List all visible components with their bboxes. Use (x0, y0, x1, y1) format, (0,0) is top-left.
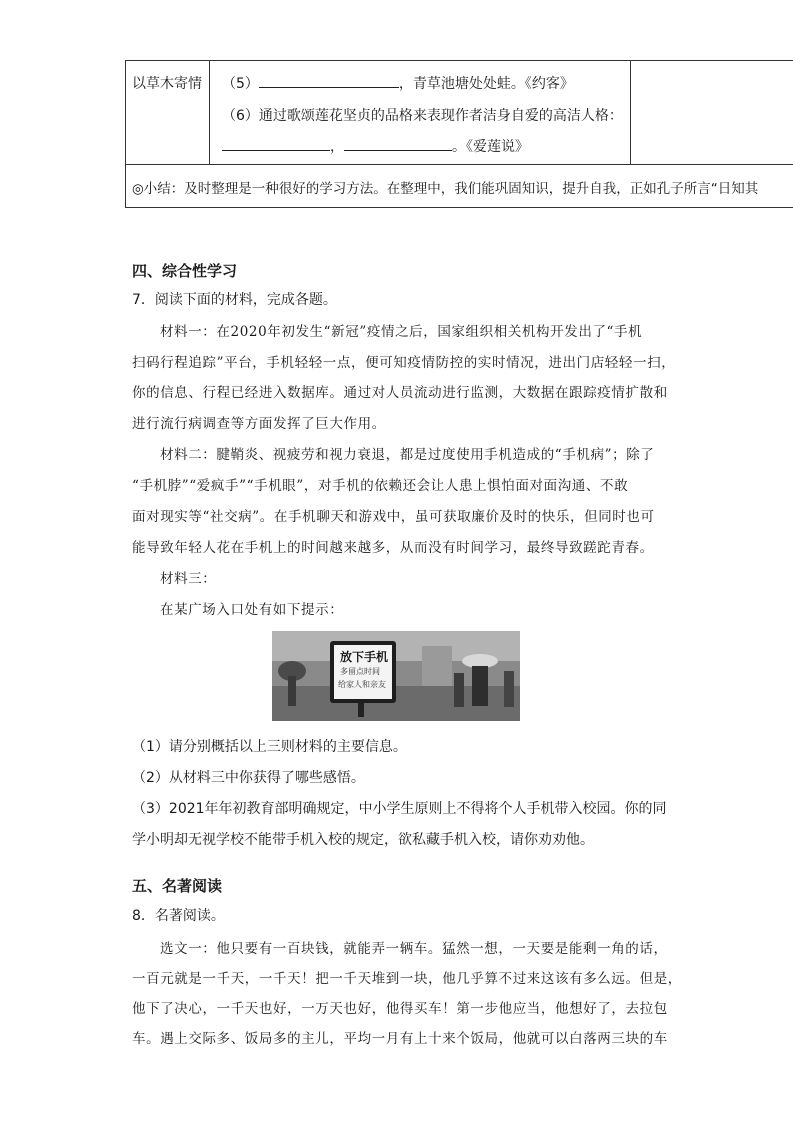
table-summary: ◎小结：及时整理是一种很好的学习方法。在整理中，我们能巩固知识，提升自我，正如孔子所言“日知其 (132, 181, 759, 197)
material-3-text: 在某广场入口处有如下提示： (160, 602, 344, 618)
material-2-line: 能导致年轻人花在手机上的时间越来越多，从而没有时间学习，最终导致蹉跎青春。 (132, 540, 654, 556)
material-2-line: 材料二：腱鞘炎、视疲劳和视力衰退，都是过度使用手机造成的“手机病”；除了 (160, 447, 655, 463)
passage-line: 车。遇上交际多、饭局多的主儿，平均一月有上十来个饭局，他就可以白落两三块的车 (132, 1031, 668, 1047)
table-row-label: 以草木寄情 (132, 76, 202, 92)
material-1-line: 进行流行病调查等方面发挥了巨大作用。 (132, 416, 386, 432)
sub-question-2: （2）从材料三中你获得了哪些感悟。 (132, 770, 365, 786)
table-col-divider-2 (630, 60, 631, 164)
sub-question-1: （1）请分别概括以上三则材料的主要信息。 (132, 739, 407, 755)
table-col-divider-1 (209, 60, 210, 164)
section-4-title: 四、综合性学习 (132, 262, 238, 280)
material-1-line: 扫码行程追踪”平台，手机轻轻一点，便可知疫情防控的实时情况，进出门店轻轻一扫， (132, 355, 676, 371)
photo-illustration (272, 631, 520, 721)
table-row-divider (125, 164, 793, 165)
sub-question-3-cont: 学小明却无视学校不能带手机入校的规定，欲私藏手机入校，请你劝劝他。 (132, 832, 594, 848)
question-8: 8．名著阅读。 (132, 908, 225, 924)
sign-line-3: 给家人和亲友 (338, 680, 386, 689)
answer-blank-5[interactable] (259, 73, 399, 88)
material-1-line: 材料一：在2020年初发生“新冠”疫情之后，国家组织相关机构开发出了“手机 (160, 324, 643, 340)
sign-line-2: 多留点时间 (340, 667, 380, 676)
passage-line: 选文一：他只要有一百块钱，就能弄一辆车。猛然一想，一天要是能剩一角的话， (160, 941, 668, 957)
passage-line: 他下了决心，一千天也好，一万天也好，他得买车！第一步他应当，他想好了，去拉包 (132, 1001, 668, 1017)
table-item-5: （5） ，青草池塘处处蛙。《约客》 (222, 73, 574, 93)
answer-blank-6a[interactable] (222, 136, 330, 151)
sub-question-3: （3）2021年年初教育部明确规定，中小学生原则上不得将个人手机带入校园。你的同 (132, 801, 667, 817)
answer-blank-6b[interactable] (344, 136, 452, 151)
square-sign-photo (272, 631, 520, 721)
material-1-line: 你的信息、行程已经进入数据库。通过对人员流动进行监测，大数据在跟踪疫情扩散和 (132, 385, 668, 401)
table-item-6: （6）通过歌颂莲花坚贞的品格来表现作者洁身自爱的高洁人格： (222, 108, 623, 124)
passage-line: 一百元就是一千天，一千天！把一千天堆到一块，他几乎算不过来这该有多么远。但是， (132, 971, 682, 987)
material-2-line: “手机脖”“爱疯手”“手机眼”，对手机的依赖还会让人患上惧怕面对面沟通、不敢 (132, 478, 629, 494)
question-7: 7．阅读下面的材料，完成各题。 (132, 292, 337, 308)
table-item-6-blanks: ， 。《爱莲说》 (222, 136, 529, 156)
material-3-title: 材料三： (160, 571, 217, 587)
section-5-title: 五、名著阅读 (132, 877, 223, 895)
sign-line-1: 放下手机 (340, 650, 389, 664)
material-2-line: 面对现实等“社交病”。在手机聊天和游戏中，虽可获取廉价及时的快乐，但同时也可 (132, 509, 655, 525)
